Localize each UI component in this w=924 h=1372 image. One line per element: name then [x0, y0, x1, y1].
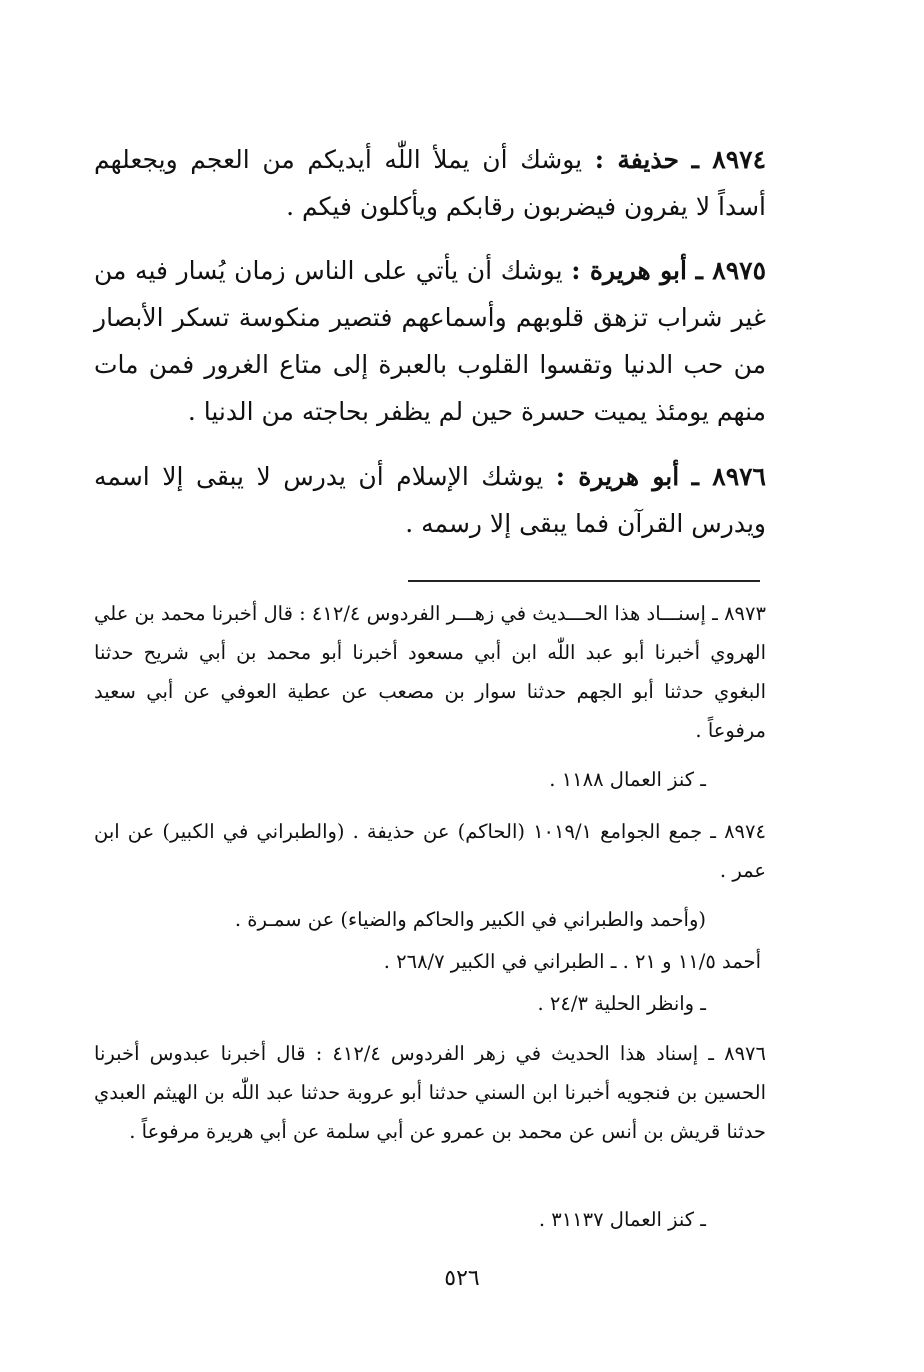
entry-number: ٨٩٧٤ ـ	[691, 145, 767, 174]
entry-narrator: أبو هريرة :	[555, 462, 680, 491]
footnote-8976-reference: ـ كنز العمال ٣١١٣٧ .	[538, 1208, 706, 1231]
footnote-8974-ahmad: أحمد ١١/٥ و ٢١ . ـ الطبراني في الكبير ٢٦٨/٧ .	[383, 950, 761, 973]
entry-narrator: حذيفة :	[594, 145, 679, 174]
hadith-entry-8976	[94, 453, 766, 547]
entry-text: يوشك الإسلام أن يدرس لا يبقى إلا اسمه ويدرس القرآن فما يبقى إلا رسمه .	[94, 462, 766, 538]
footnote-8974: ٨٩٧٤ ـ جمع الجوامع ١٠١٩/١ (الحاكم) عن حذيفة . (والطبراني في الكبير) عن ابن عمر .	[94, 820, 766, 882]
footnote-separator	[408, 580, 760, 582]
entry-narrator: أبو هريرة :	[571, 256, 687, 285]
entry-text: يوشك أن يأتي على الناس زمان يُسار فيه من غير شراب تزهق قلوبهم وأسماعهم فتصير منكوسة تسكر الأبصار من حب الدنيا وتقسوا القلوب بالعبرة إلى متاع الغرور فمن مات منهم يومئذ يميت حسرة حين لم يظفر بحاجته من الدنيا .	[94, 256, 766, 426]
page-number: ٥٢٦	[444, 1266, 480, 1291]
entry-number: ٨٩٧٥ ـ	[695, 256, 766, 285]
entry-text: يوشك أن يملأ اللّٰه أيديكم من العجم ويجعلهم أسداً لا يفرون فيضربون رقابكم ويأكلون فيكم .	[94, 145, 766, 221]
footnote-8974-hilya: ـ وانظر الحلية ٢٤/٣ .	[537, 992, 706, 1015]
footnote-8973: ٨٩٧٣ ـ إسنـــاد هذا الحـــديث في زهـــر الفردوس ٤١٢/٤ : قال أخبرنا محمد بن علي الهروي أخبرنا أبو عبد اللّٰه ابن أبي مسعود أخبرنا أبو محمد بن أبي شريح حدثنا البغوي حدثنا أبو الجهم حدثنا سوار بن مصعب عن عطية العوفي عن أبي سعيد مرفوعاً .	[94, 602, 766, 742]
footnote-8973-reference: ـ كنز العمال ١١٨٨ .	[549, 768, 706, 791]
hadith-entry-8974	[94, 136, 766, 230]
entry-number: ٨٩٧٦ ـ	[691, 462, 766, 491]
footnote-8976: ٨٩٧٦ ـ إسناد هذا الحديث في زهر الفردوس ٤١٢/٤ : قال أخبرنا عبدوس أخبرنا الحسين بن فنجويه أخبرنا ابن السني حدثنا أبو عروبة حدثنا عبد اللّٰه بن الهيثم العبدي حدثنا قريش بن أنس عن محمد بن عمرو عن أبي سلمة عن أبي هريرة مرفوعاً .	[94, 1042, 767, 1143]
footnote-8974-samura: (وأحمد والطبراني في الكبير والحاكم والضياء) عن سمـرة .	[234, 908, 706, 931]
hadith-entry-8975	[94, 247, 766, 435]
